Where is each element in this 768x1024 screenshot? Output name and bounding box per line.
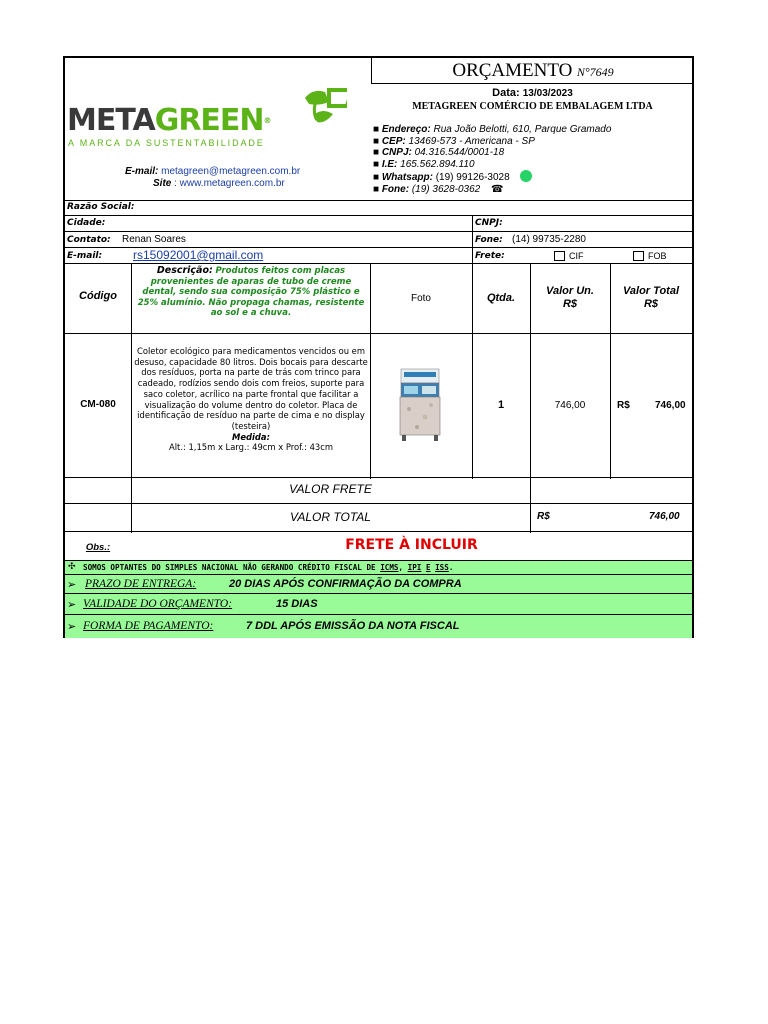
- arrow-bullet-icon: ➢: [67, 579, 77, 591]
- contact-site-value[interactable]: : www.metagreen.com.br: [174, 178, 285, 189]
- obs-text: FRETE À INCLUIR: [345, 537, 478, 553]
- item-code: CM-080: [80, 399, 116, 410]
- info-ie: ■ I.E: 165.562.894.110: [373, 158, 475, 170]
- simples-nacional-row: ✣ SOMOS OPTANTES DO SIMPLES NACIONAL NÃO GERANDO CRÉDITO FISCAL DE ICMS, IPI E ISS.: [65, 560, 692, 574]
- info-cnpj: ■ CNPJ: 04.316.544/0001-18: [373, 147, 505, 159]
- client-email-link[interactable]: rs15092001@gmail.com: [133, 248, 264, 262]
- pagamento-row: ➢ FORMA DE PAGAMENTO: 7 DDL APÓS EMISSÃO DA NOTA FISCAL: [65, 614, 692, 638]
- info-cep: ■ CEP: 13469-573 - Americana - SP: [373, 135, 535, 147]
- info-whatsapp: ■ Whatsapp: (19) 99126-3028: [373, 170, 693, 184]
- item-total-currency: R$: [617, 400, 630, 411]
- quote-title: ORÇAMENTO: [452, 60, 573, 81]
- col-valor-total: Valor Total R$: [622, 285, 680, 310]
- valor-frete-label: VALOR FRETE: [289, 482, 372, 496]
- quote-date: Data: 13/03/2023: [492, 87, 573, 99]
- cidade-label: Cidade:: [67, 218, 106, 228]
- col-valor-un: Valor Un. R$: [546, 285, 594, 310]
- contact-site: Site : www.metagreen.com.br: [153, 178, 285, 189]
- razao-social-label: Razão Social:: [67, 202, 135, 212]
- whatsapp-icon: [520, 170, 532, 182]
- info-fone: ■ Fone: (19) 3628-0362 ☎: [373, 183, 504, 195]
- col-foto: Foto: [410, 293, 431, 304]
- quote-title-box: [371, 58, 694, 84]
- cnpj-label: CNPJ:: [475, 218, 503, 228]
- quote-sheet: [63, 56, 694, 638]
- col-codigo: Código: [79, 290, 117, 302]
- email-label: E-mail:: [67, 251, 103, 261]
- company-info-list: [373, 124, 693, 196]
- prazo-entrega-row: ➢ PRAZO DE ENTREGA: 20 DIAS APÓS CONFIRMAÇÃO DA COMPRA: [65, 574, 692, 593]
- obs-label: Obs.:: [85, 542, 111, 553]
- valor-total-label: VALOR TOTAL: [290, 510, 371, 524]
- item-description: Coletor ecológico para medicamentos vencidos ou em desuso, capacidade 80 litros. Dois bocais para descarte dos resíduos, porta na parte de trás com trinco para cadeado, rodízios sendo dois com freios, suporte para saco coletor, acrílico na parte frontal que facilitar a visualização do volume dentro do coletor. Placa de identificação de resíduo na parte de cima e no display (testeira) Medida: Alt.: 1,15m x Larg.: 49cm x Prof.: 43cm: [134, 346, 368, 453]
- cif-label: CIF: [569, 251, 584, 261]
- fob-checkbox[interactable]: [633, 251, 644, 261]
- product-photo: [395, 365, 445, 443]
- item-total: 746,00: [655, 400, 686, 411]
- arrow-bullet-icon: ➢: [67, 621, 77, 633]
- item-qty: 1: [497, 399, 505, 411]
- contato-label: Contato:: [67, 235, 111, 245]
- quote-number: N°7649: [576, 65, 614, 79]
- contato-value: Renan Soares: [122, 234, 186, 245]
- phone-icon: ☎: [491, 183, 504, 195]
- fob-label: FOB: [648, 251, 667, 261]
- fone-value: (14) 99735-2280: [512, 234, 586, 245]
- collector-bin-image: [395, 365, 445, 443]
- frete-label: Frete:: [475, 251, 505, 261]
- validade-row: ➢ VALIDADE DO ORÇAMENTO: 15 DIAS: [65, 593, 692, 614]
- arrow-bullet-icon: ➢: [67, 599, 77, 611]
- logo-wordmark: METAGREEN®: [67, 103, 271, 138]
- valor-total-value: 746,00: [649, 511, 680, 522]
- metagreen-logo: [67, 84, 347, 154]
- fone-label: Fone:: [475, 235, 503, 245]
- contact-email: E-mail: metagreen@metagreen.com.br: [125, 166, 301, 177]
- diamond-bullet-icon: ✣: [68, 561, 76, 571]
- col-qtda: Qtda.: [486, 292, 516, 304]
- valor-total-currency: R$: [537, 511, 550, 522]
- contact-email-value[interactable]: metagreen@metagreen.com.br: [161, 166, 301, 177]
- col-descricao: Descrição: Produtos feitos com placas provenientes de aparas de tubo de creme dental, sendo sua composição 75% plástico e 25% alumínio. Não propaga chamas, resistente ao sol e a chuva.: [137, 265, 365, 319]
- logo-tagline: A MARCA DA SUSTENTABILIDADE: [68, 138, 265, 148]
- info-endereco: ■ Endereço: Rua João Belotti, 610, Parque Gramado: [373, 124, 612, 135]
- item-unit-price: 746,00: [554, 400, 586, 411]
- cif-checkbox[interactable]: [554, 251, 565, 261]
- company-name: METAGREEN COMÉRCIO DE EMBALAGEM LTDA: [412, 101, 653, 112]
